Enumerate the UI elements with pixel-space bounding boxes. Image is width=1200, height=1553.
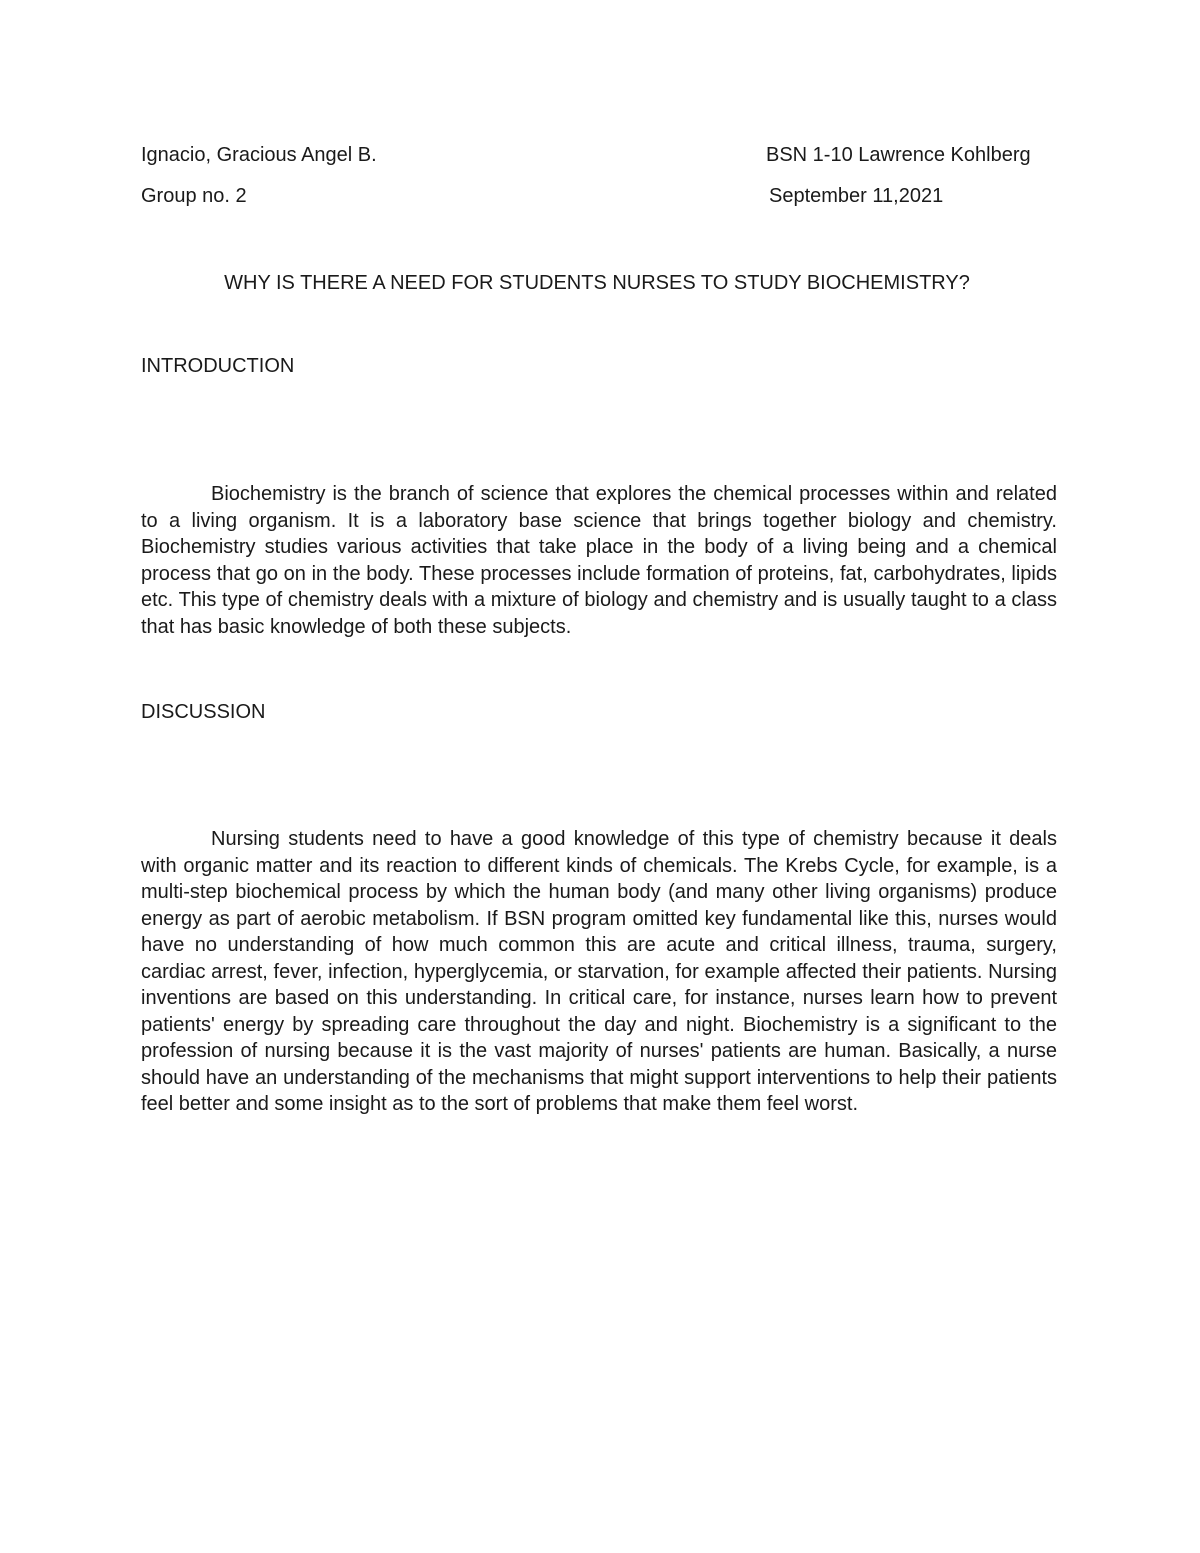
group-number: Group no. 2	[141, 185, 247, 207]
section-name: BSN 1-10 Lawrence Kohlberg	[766, 144, 1031, 166]
student-name: Ignacio, Gracious Angel B.	[141, 144, 377, 166]
introduction-heading: INTRODUCTION	[141, 355, 295, 377]
document-date: September 11,2021	[769, 185, 944, 207]
discussion-heading: DISCUSSION	[141, 701, 266, 723]
introduction-paragraph: Biochemistry is the branch of science that explores the chemical processes within and related to a living organism. It is a laboratory base science that brings together biology and chemistry. Biochemistry studies various activities that take place in the body of a living being and a chemical process that go on in the body. These processes include formation of proteins, fat, carbohydrates, lipids etc. This type of chemistry deals with a mixture of biology and chemistry and is usually taught to a class that has basic knowledge of both these subjects.	[141, 483, 1057, 638]
document-title: WHY IS THERE A NEED FOR STUDENTS NURSES TO STUDY BIOCHEMISTRY?	[224, 272, 970, 294]
discussion-paragraph: Nursing students need to have a good knowledge of this type of chemistry because it deals with organic matter and its reaction to different kinds of chemicals. The Krebs Cycle, for example, is a multi-step biochemical process by which the human body (and many other living organisms) produce energy as part of aerobic metabolism. If BSN program omitted key fundamental like this, nurses would have no understanding of how much common this are acute and critical illness, trauma, surgery, cardiac arrest, fever, infection, hyperglycemia, or starvation, for example affected their patients. Nursing inventions are based on this understanding. In critical care, for instance, nurses learn how to prevent patients' energy by spreading care throughout the day and night. Biochemistry is a significant to the profession of nursing because it is the vast majority of nurses' patients are human. Basically, a nurse should have an understanding of the mechanisms that might support interventions to help their patients feel better and some insight as to the sort of problems that make them feel worst.	[141, 828, 1057, 1115]
